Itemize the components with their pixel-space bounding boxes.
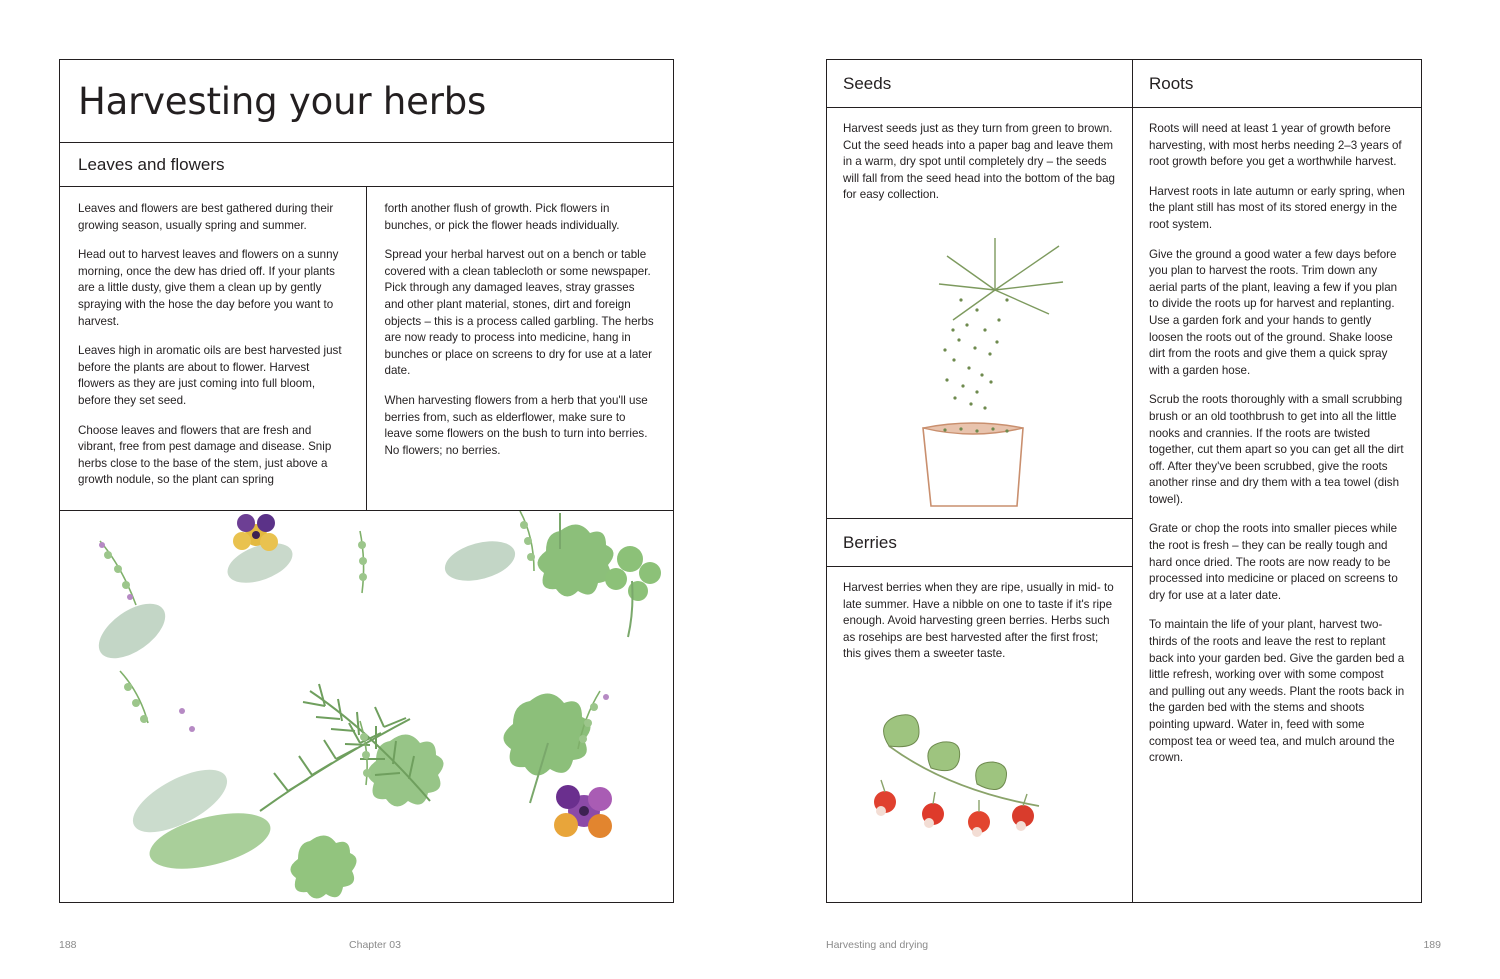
- seeds-body: [827, 108, 1132, 204]
- berries-illustration-panel: [827, 692, 1132, 872]
- rosehip-branch-icon: [827, 692, 1131, 872]
- roots-heading: Roots: [1149, 73, 1194, 93]
- paragraph: Leaves high in aromatic oils are best harvested just before the plants are about to flower. Harvest flowers as they are just coming into full bloom, before they set seed.: [78, 344, 342, 407]
- paragraph: Harvest seeds just as they turn from green to brown. Cut the seed heads into a paper bag and leave them in a warm, dry spot until completely dry – the seeds will fall from the seed head into the bottom of the bag for easy collection.: [843, 122, 1115, 202]
- pansy-flower: [554, 785, 612, 838]
- seed-head-and-paper-bag-icon: [827, 230, 1131, 510]
- paragraph: Scrub the roots thoroughly with a small scrubbing brush or an old toothbrush to get into all the little nooks and crannies. If the roots are twisted together, cut them apart so you can get all the dirt off. After they've been scrubbed, give the roots another rinse and dry them with a tea towel (dish towel).: [1149, 393, 1404, 506]
- seeds-heading-cell: [827, 60, 1132, 108]
- paragraph: Spread your herbal harvest out on a bench or table covered with a clean tablecloth or some newspaper. Pick through any damaged leaves, stray grasses and other plant material, stones, dirt and foreign objects – this is a process called garbling. The herbs are now ready to process into medicine, hang in bunches or place on screens to dry for use at a later date.: [384, 248, 654, 378]
- roots-heading-cell: [1133, 60, 1421, 108]
- berries-heading: Berries: [843, 532, 897, 552]
- paragraph: Harvest berries when they are ripe, usually in mid- to late summer. Have a nibble on one to taste if it's ripe enough. Avoid harvesting green berries. Herbs such as rosehips are best harvested after the first frost; this gives them a sweeter taste.: [843, 581, 1114, 661]
- folio-chapter-label: Chapter 03: [349, 939, 401, 951]
- right-column-left: [827, 60, 1133, 902]
- seeds-heading: Seeds: [843, 73, 892, 93]
- folio-page-number: 189: [1423, 939, 1441, 951]
- right-page: [750, 0, 1500, 979]
- right-page-frame: [826, 59, 1422, 903]
- two-column-text: [60, 187, 673, 511]
- pansy-flower: [233, 514, 278, 551]
- berries-block: [827, 519, 1132, 902]
- page-title-cell: [60, 60, 673, 143]
- page-title: Harvesting your herbs: [78, 79, 487, 123]
- paragraph: Give the ground a good water a few days before you plan to harvest the roots. Trim down any aerial parts of the plant, leaving a few if you plan to divide the roots up for harvest and replanting. Use a garden fork and your hands to gently loosen the roots out of the ground. Shake loose dirt from the roots and give them a quick spray with a garden hose.: [1149, 247, 1398, 377]
- paragraph: When harvesting flowers from a herb that you'll use berries from, such as elderflower, make sure to leave some flowers on the bush to turn into berries. No flowers; no berries.: [384, 393, 648, 457]
- paragraph: Head out to harvest leaves and flowers on a sunny morning, once the dew has dried off. If your plants are a little dusty, give them a clean up by gently spraying with the hose the day before you want to harvest.: [78, 248, 339, 328]
- folio-chapter-label: Harvesting and drying: [826, 939, 929, 951]
- column-one: [60, 187, 367, 510]
- paragraph: Roots will need at least 1 year of growth before harvesting, with most herbs needing 2–3 years of root growth before you get a worthwhile harvest.: [1149, 122, 1402, 169]
- roots-body: [1133, 108, 1421, 767]
- left-page-frame: [59, 59, 674, 903]
- paragraph: Harvest roots in late autumn or early spring, when the plant still has most of its stored energy in the root system.: [1149, 184, 1405, 231]
- seeds-block: [827, 60, 1132, 519]
- watercolour-herbs-illustration-icon: [60, 511, 673, 902]
- paragraph: forth another flush of growth. Pick flowers in bunches, or pick the flower heads individually.: [384, 202, 620, 232]
- column-two: [367, 187, 674, 510]
- seeds-illustration-panel: [827, 230, 1132, 510]
- paragraph: To maintain the life of your plant, harvest two-thirds of the roots and leave the rest to replant back into your garden bed. Give the garden bed a little refresh, working over with some compost and pulling out any weeds. Plant the roots back in the garden bed with the stems and shoots pointing upward. Water in, feed with some compost tea or weed tea, and mulch around the crown.: [1149, 618, 1405, 765]
- herb-illustration-panel: [60, 511, 673, 902]
- folio-page-number: 188: [59, 939, 77, 951]
- right-column-right: [1133, 60, 1421, 902]
- section-heading-cell: [60, 143, 673, 187]
- paragraph: Grate or chop the roots into smaller pieces while the root is fresh – they can be really tough and hard once dried. The roots are now ready to be processed into medicine or placed on screens to dry for use at a later date.: [1149, 522, 1398, 602]
- section-heading-leaves-and-flowers: Leaves and flowers: [78, 154, 225, 174]
- berries-body: [827, 567, 1132, 663]
- berries-heading-cell: [827, 519, 1132, 567]
- paragraph: Choose leaves and flowers that are fresh and vibrant, free from pest damage and disease. Snip herbs close to the base of the stem, just above a growth nodule, so the plant can spring: [78, 423, 332, 487]
- paragraph: Leaves and flowers are best gathered during their growing season, usually spring and summer.: [78, 202, 334, 232]
